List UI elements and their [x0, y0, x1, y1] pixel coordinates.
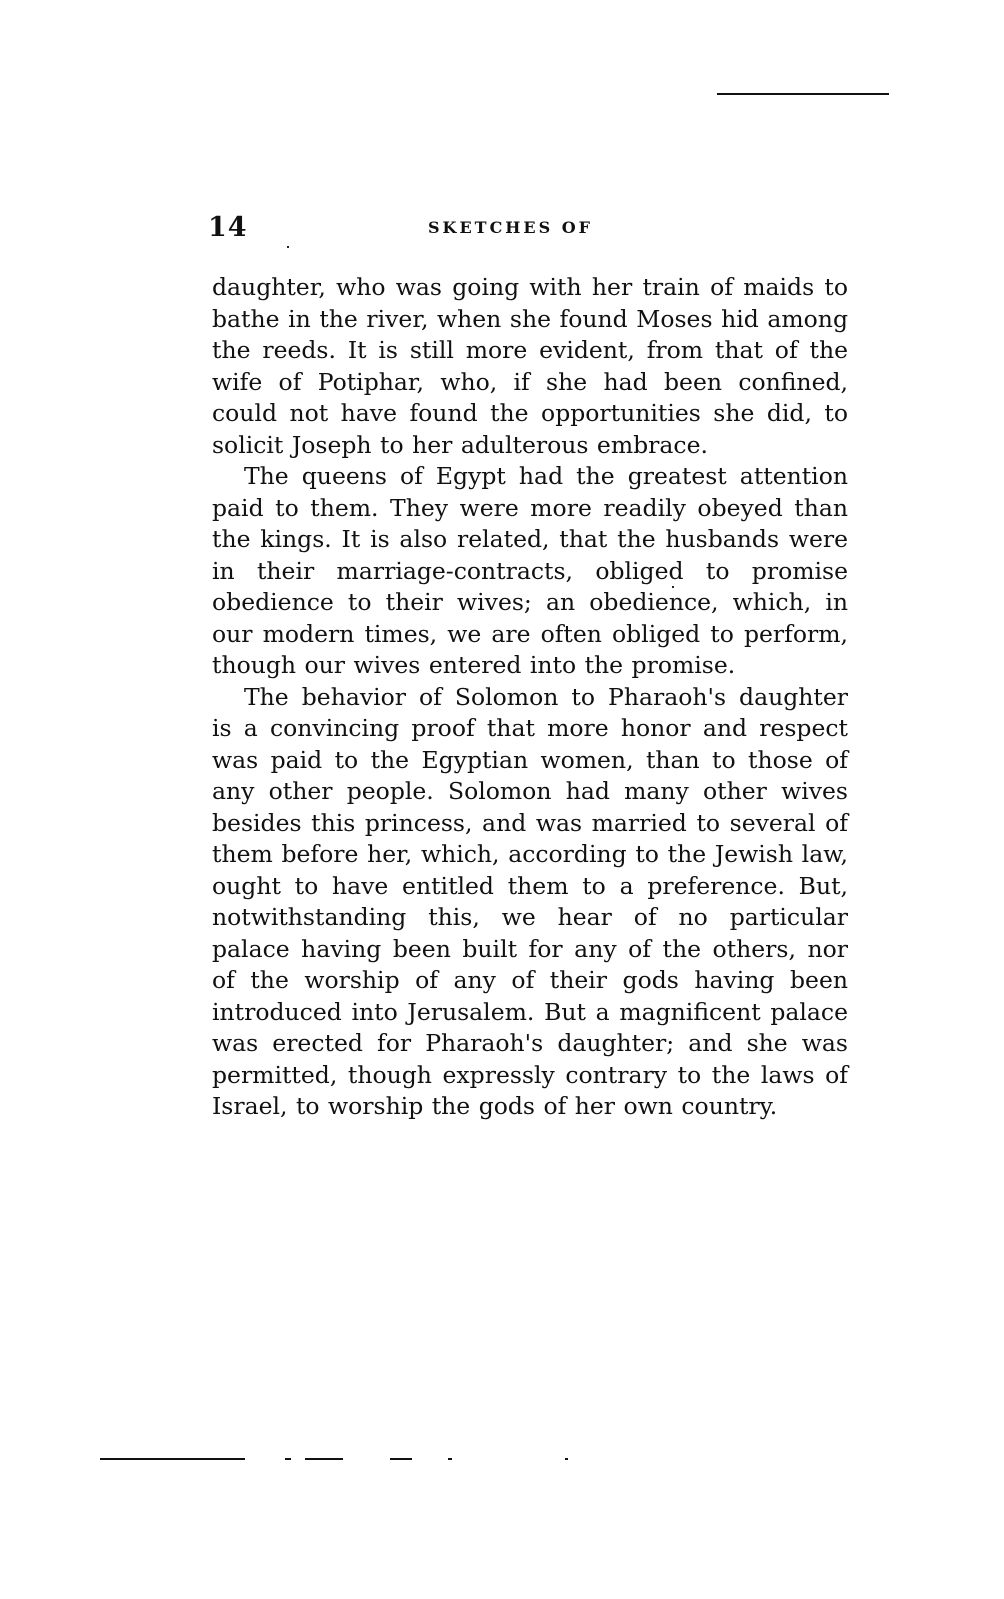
bottom-rule: [390, 1458, 412, 1460]
bottom-rule: [100, 1458, 245, 1460]
bottom-rule: [285, 1458, 291, 1460]
bottom-rule: [565, 1458, 568, 1460]
bottom-rule-marks: [100, 1458, 580, 1464]
paragraph: The behavior of Solomon to Pharaoh's daughter is a convincing proof that more honor and respect was paid to the Egyptian women, than to those of any other people. Solomon had many other wives besides this princess, and was married to several of them before her, which, according to the Jewish law, ought to have entitled them to a preference. But, notwithstanding this, we hear of no particular palace having been built for any of the others, nor of the worship of any of their gods having been introduced into Jerusalem. But a magnificent palace was erected for Pharaoh's daughter; and she was permitted, though expressly contrary to the laws of Israel, to worship the gods of her own country.: [212, 682, 848, 1120]
top-rule: [717, 93, 889, 95]
page-number: 14: [208, 212, 248, 243]
bottom-rule: [305, 1458, 343, 1460]
bottom-rule: [448, 1458, 452, 1460]
body-text: [212, 272, 848, 1123]
paragraph: daughter, who was going with her train of maids to bathe in the river, when she found Moses hid among the reeds. It is still more evident, from that of the wife of Potiphar, who, if she had been confined, could not have found the opportunities she did, to solicit Joseph to her adulterous embrace.: [212, 273, 848, 459]
ink-speck: [287, 246, 289, 248]
running-head: SKETCHES OF: [428, 218, 594, 237]
paragraph: The queens of Egypt had the greatest attention paid to them. They were more readily obeyed than the kings. It is also related, that the husbands were in their marriage-contracts, obliged to promise obedience to their wives; an obedience, which, in our modern times, we are often obliged to perform, though our wives entered into the promise.: [212, 462, 848, 679]
page-header: [208, 212, 848, 242]
